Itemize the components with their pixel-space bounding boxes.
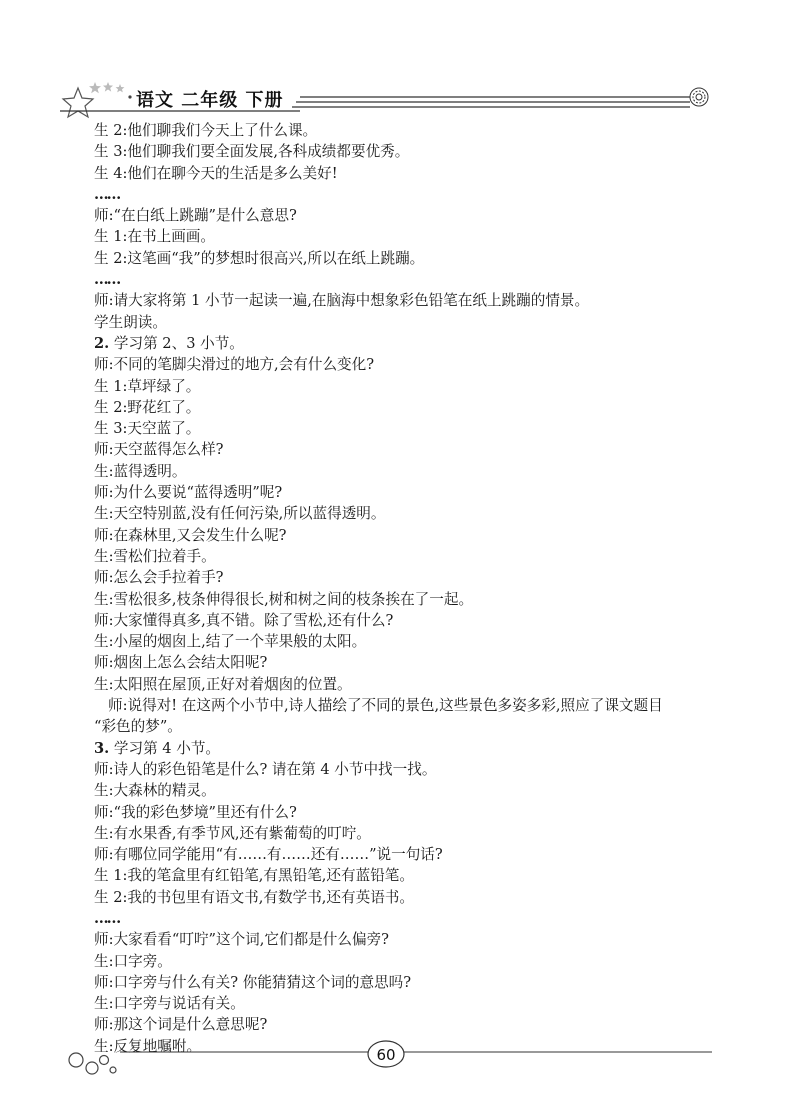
section-number: 2. [94,334,110,352]
section-heading [94,333,724,354]
dialogue-line [94,993,724,1014]
line-text: 生:太阳照在屋顶,正好对着烟囱的位置。 [94,675,352,693]
dialogue-line [94,439,724,460]
dialogue-line [94,205,724,226]
dialogue-line [94,610,724,631]
dialogue-line [94,716,724,737]
line-text: 生 1:我的笔盒里有红铅笔,有黑铅笔,还有蓝铅笔。 [94,867,414,885]
dialogue-line [94,887,724,908]
ellipsis-line [94,908,724,929]
section-number: 3. [94,739,110,757]
dialogue-line [94,567,724,588]
line-text: …… [94,909,120,927]
dialogue-line [94,482,724,503]
line-text: 师:大家看看“叮咛”这个词,它们都是什么偏旁? [94,931,389,949]
line-text: 生:口字旁。 [94,952,172,970]
line-text: 生:雪松很多,枝条伸得很长,树和树之间的枝条挨在了一起。 [94,590,474,608]
lesson-transcript [94,120,724,1057]
dialogue-line [94,226,724,247]
section-heading [94,738,724,759]
dialogue-line [94,503,724,524]
dialogue-line [94,929,724,950]
star-icon [63,88,93,117]
dialogue-line [94,546,724,567]
ellipsis-line [94,269,724,290]
line-text: 生 2:他们聊我们今天上了什么课。 [94,122,318,139]
dialogue-line [94,290,724,311]
dialogue-line [94,354,724,375]
dialogue-line [94,312,724,333]
line-text: 生:大森林的精灵。 [94,782,216,800]
line-text: 师:请大家将第 1 小节一起读一遍,在脑海中想象彩色铅笔在纸上跳蹦的情景。 [94,292,590,310]
dialogue-line [94,397,724,418]
line-text: 生:天空特别蓝,没有任何污染,所以蓝得透明。 [94,505,386,523]
dialogue-line [94,589,724,610]
dialogue-line [94,163,724,184]
line-text: 生:口字旁与说话有关。 [94,995,245,1013]
line-text: 生 2:这笔画“我”的梦想时很高兴,所以在纸上跳蹦。 [94,249,425,267]
line-text: 生:小屋的烟囱上,结了一个苹果般的太阳。 [94,633,367,651]
line-text: 师:在森林里,又会发生什么呢? [94,526,287,544]
line-text: 生:反复地嘱咐。 [94,1037,202,1055]
dialogue-line [94,695,724,716]
line-text: 师:怎么会手拉着手? [94,569,224,587]
dialogue-line [94,972,724,993]
header-decoration [0,0,800,120]
line-text: 师:口字旁与什么有关? 你能猜猜这个词的意思吗? [94,973,412,991]
dialogue-line [94,865,724,886]
line-text: 师:那这个词是什么意思呢? [94,1016,268,1034]
page-header [0,0,800,120]
line-text: 师:天空蓝得怎么样? [94,441,224,459]
line-text: 师:不同的笔脚尖滑过的地方,会有什么变化? [94,356,375,374]
line-text: 生 3:天空蓝了。 [94,420,201,438]
dialogue-line [94,461,724,482]
line-text: 生:有水果香,有季节风,还有紫葡萄的叮咛。 [94,824,371,842]
dialogue-line [94,674,724,695]
dialogue-line [94,951,724,972]
line-text: 学生朗读。 [94,313,167,331]
dialogue-line [94,759,724,780]
dialogue-line [94,780,724,801]
dialogue-line [94,248,724,269]
line-text: 师:有哪位同学能用“有……有……还有……”说一句话? [94,846,443,864]
dialogue-line [94,418,724,439]
line-text: 生 4:他们在聊今天的生活是多么美好! [94,164,338,182]
dialogue-line [94,844,724,865]
line-text: 生 1:在书上画画。 [94,228,215,246]
dialogue-line [94,120,724,141]
line-text: 学习第 4 小节。 [109,739,221,757]
ellipsis-line [94,184,724,205]
line-text: …… [94,271,120,289]
line-text: 师:说得对! 在这两个小节中,诗人描绘了不同的景色,这些景色多姿多彩,照应了课文题目 [108,697,663,715]
line-text: “彩色的梦”。 [94,718,182,736]
dialogue-line [94,631,724,652]
line-text: 师:诗人的彩色铅笔是什么? 请在第 4 小节中找一找。 [94,760,437,778]
page-number: 60 [376,1046,396,1064]
line-text: 师:“在白纸上跳蹦”是什么意思? [94,207,297,225]
line-text: 师:为什么要说“蓝得透明”呢? [94,484,283,502]
line-text: 生 1:草坪绿了。 [94,377,201,395]
star-icon [89,82,124,93]
line-text: 生 3:他们聊我们要全面发展,各科成绩都要优秀。 [94,143,410,161]
line-text: 师:大家懂得真多,真不错。除了雪松,还有什么? [94,611,394,629]
dialogue-line [94,141,724,162]
book-title: 语文 二年级 下册 [136,90,284,111]
dialogue-line [94,802,724,823]
bubbles-icon [69,1053,116,1074]
page-footer [0,1030,800,1112]
line-text: 师:“我的彩色梦境”里还有什么? [94,803,297,821]
line-text: 生:蓝得透明。 [94,462,187,480]
dialogue-line [94,525,724,546]
footer-decoration [0,1030,800,1112]
dialogue-line [94,823,724,844]
dialogue-line [94,652,724,673]
line-text: 生 2:野花红了。 [94,398,201,416]
line-text: 学习第 2、3 小节。 [109,334,244,352]
dialogue-line [94,376,724,397]
line-text: …… [94,185,120,203]
spiral-icon [690,88,708,106]
line-text: 生 2:我的书包里有语文书,有数学书,还有英语书。 [94,888,414,906]
line-text: 生:雪松们拉着手。 [94,547,216,565]
line-text: 师:烟囱上怎么会结太阳呢? [94,654,268,672]
